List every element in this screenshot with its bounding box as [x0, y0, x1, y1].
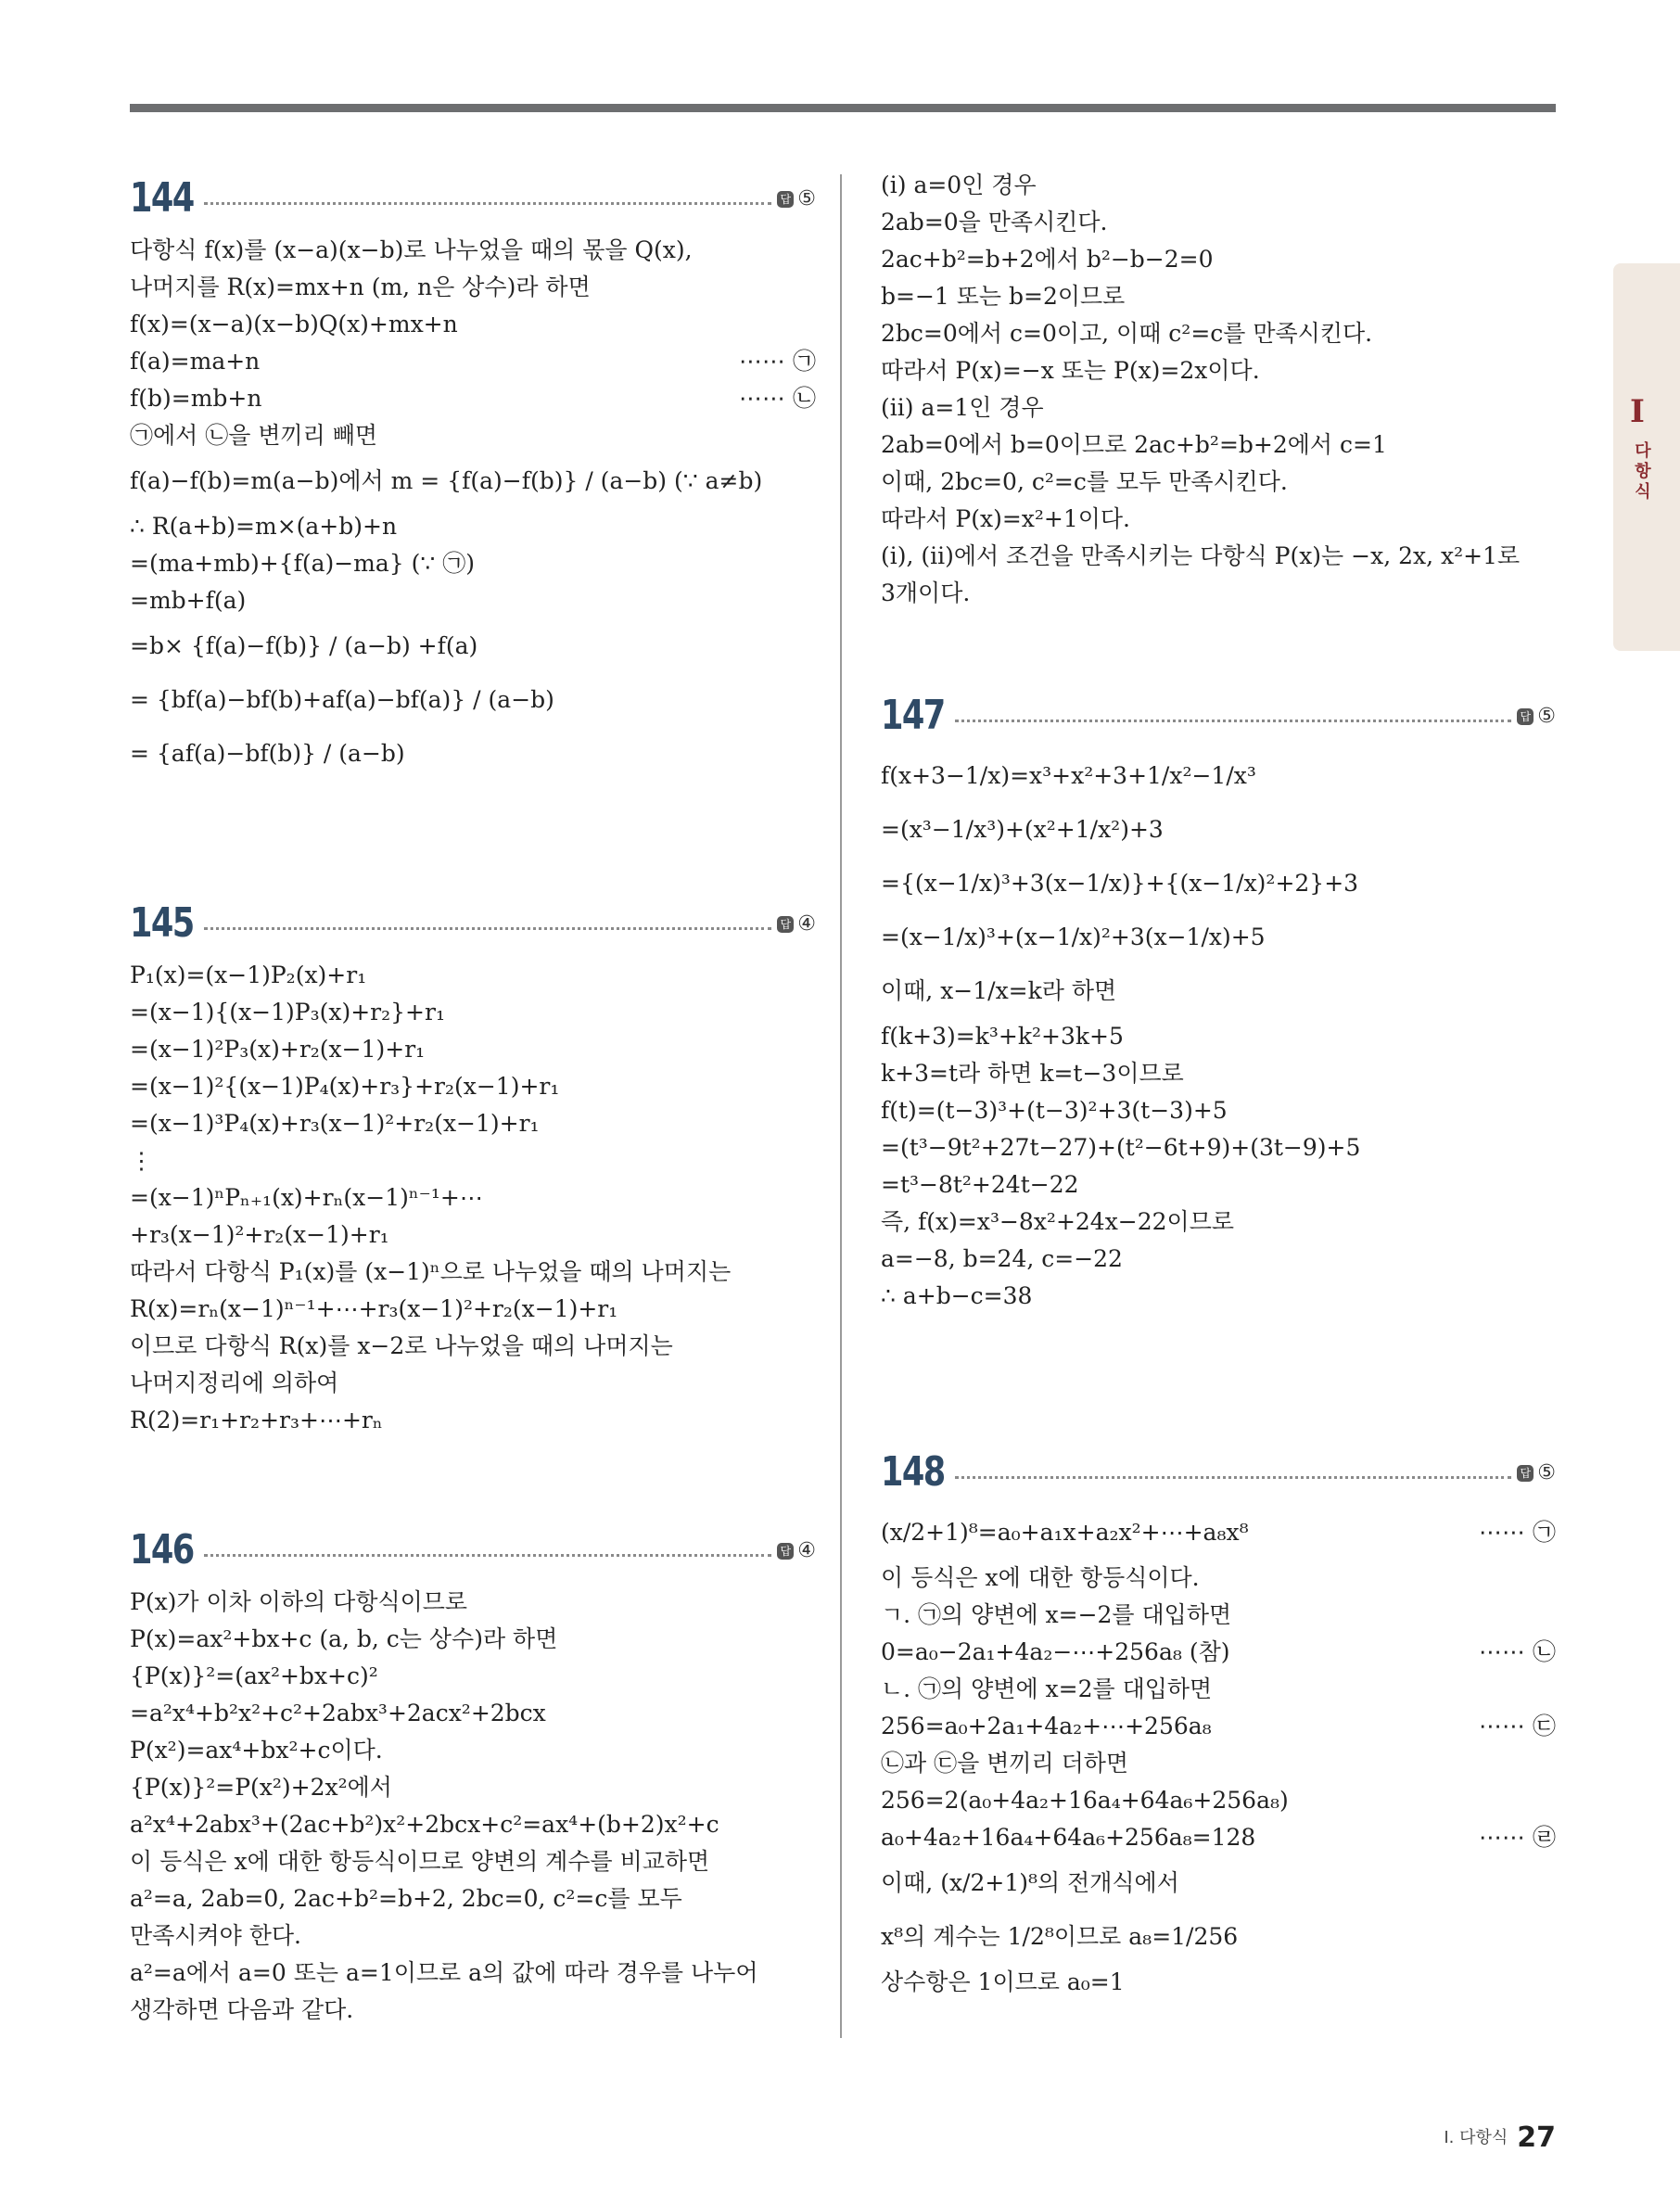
column-divider	[840, 174, 842, 2038]
solution-line: 2ac+b²=b+2에서 b²−b−2=0	[881, 246, 1214, 273]
solution-line: 이때, 2bc=0, c²=c를 모두 만족시킨다.	[881, 468, 1288, 495]
answer-badge-icon: 답	[1517, 708, 1534, 725]
solution-line: 이때, (x/2+1)⁸의 전개식에서	[881, 1869, 1179, 1896]
problem-header	[130, 899, 816, 957]
solution-line	[881, 1634, 1556, 1671]
dotted-leader	[204, 202, 771, 205]
answer-value: ④	[797, 912, 816, 936]
page-number: 27	[1517, 2121, 1556, 2154]
solution-line: (ⅰ), (ⅱ)에서 조건을 만족시키는 다항식 P(x)는 −x, 2x, x²+1로	[881, 542, 1521, 569]
solution-line: +r₃(x−1)²+r₂(x−1)+r₁	[130, 1221, 389, 1248]
problem-header	[881, 692, 1556, 749]
solution-line: =(x−1)³P₄(x)+r₃(x−1)²+r₂(x−1)+r₁	[130, 1110, 540, 1137]
solution-line: = {bf(a)−bf(b)+af(a)−bf(a)} / (a−b)	[130, 686, 554, 713]
solution-line: a²x⁴+2abx³+(2ac+b²)x²+2bcx+c²=ax⁴+(b+2)x²+c	[130, 1811, 719, 1838]
solution-line: ∴ a+b−c=38	[881, 1282, 1033, 1309]
solution-line: 256=2(a₀+4a₂+16a₄+64a₆+256a₈)	[881, 1787, 1289, 1814]
solution-line: 즉, f(x)=x³−8x²+24x−22이므로	[881, 1208, 1235, 1235]
solution-line: 생각하면 다음과 같다.	[130, 1996, 354, 2023]
solution-line: 3개이다.	[881, 580, 971, 606]
top-rule	[130, 104, 1556, 112]
equation-mark: ⋯⋯ ㉠	[1479, 1519, 1556, 1546]
solution-line: 이 등식은 x에 대한 항등식이므로 양변의 계수를 비교하면	[130, 1848, 710, 1875]
problem-146	[130, 1526, 816, 2029]
solution-line: R(2)=r₁+r₂+r₃+⋯+rₙ	[130, 1407, 383, 1433]
solution-line: 2ab=0을 만족시킨다.	[881, 209, 1108, 236]
answer-value: ⑤	[1537, 705, 1556, 728]
equation-text: 0=a₀−2a₁+4a₂−⋯+256a₈ (참)	[881, 1638, 1230, 1665]
solution-line: ㉡과 ㉢을 변끼리 더하면	[881, 1750, 1129, 1777]
page-footer	[1444, 2121, 1556, 2154]
problem-number: 146	[130, 1526, 194, 1573]
solution-line: =(x−1)²P₃(x)+r₂(x−1)+r₁	[130, 1036, 426, 1063]
equation-text: 256=a₀+2a₁+4a₂+⋯+256a₈	[881, 1713, 1212, 1739]
solution-line: ={(x−1/x)³+3(x−1/x)}+{(x−1/x)²+2}+3	[881, 870, 1359, 897]
equation-text: f(b)=mb+n	[130, 385, 262, 412]
dotted-leader	[955, 1476, 1511, 1479]
solution-line: 이 등식은 x에 대한 항등식이다.	[881, 1564, 1200, 1591]
problem-header	[130, 174, 816, 232]
solution-line: 다항식 f(x)를 (x−a)(x−b)로 나누었을 때의 몫을 Q(x),	[130, 236, 693, 263]
answer-badge-icon: 답	[1517, 1465, 1534, 1482]
solution-line: a²=a에서 a=0 또는 a=1이므로 a의 값에 따라 경우를 나누어	[130, 1959, 758, 1986]
dotted-leader	[204, 927, 771, 930]
solution-line: 상수항은 1이므로 a₀=1	[881, 1968, 1125, 1995]
solution-line: 2ab=0에서 b=0이므로 2ac+b²=b+2에서 c=1	[881, 431, 1387, 458]
answer-label	[777, 1539, 816, 1562]
problem-number: 148	[881, 1448, 945, 1496]
solution-line: (ⅱ) a=1인 경우	[881, 394, 1044, 421]
equation-mark: ⋯⋯ ㉡	[1479, 1638, 1556, 1665]
solution-line: =(x−1){(x−1)P₃(x)+r₂}+r₁	[130, 999, 445, 1025]
solution-line: =(t³−9t²+27t−27)+(t²−6t+9)+(3t−9)+5	[881, 1134, 1361, 1161]
problem-header	[881, 1448, 1556, 1506]
problem-148	[881, 1448, 1556, 2001]
chapter-roman-numeral: I	[1630, 393, 1645, 430]
solution-line: 이때, x−1/x=k라 하면	[881, 977, 1117, 1004]
solution-line: 따라서 P(x)=x²+1이다.	[881, 505, 1130, 532]
solution-line: P(x)=ax²+bx+c (a, b, c는 상수)라 하면	[130, 1625, 558, 1652]
solution-line: = {af(a)−bf(b)} / (a−b)	[130, 740, 405, 767]
answer-label	[777, 912, 816, 936]
solution-line	[881, 1708, 1556, 1745]
problem-number: 144	[130, 174, 194, 222]
answer-label	[1517, 1461, 1556, 1484]
equation-mark: ⋯⋯ ㉢	[1479, 1713, 1556, 1739]
dotted-leader	[955, 720, 1511, 722]
solution-line: 나머지를 R(x)=mx+n (m, n은 상수)라 하면	[130, 274, 591, 300]
solution-line: f(x+3−1/x)=x³+x²+3+1/x²−1/x³	[881, 762, 1256, 789]
solution-line	[130, 343, 816, 380]
solution-line: a²=a, 2ab=0, 2ac+b²=b+2, 2bc=0, c²=c를 모두	[130, 1885, 682, 1912]
chapter-tab-label: 다항식	[1635, 441, 1651, 502]
solution-line	[881, 1506, 1556, 1560]
solution-line: {P(x)}²=(ax²+bx+c)²	[130, 1662, 378, 1689]
equation-mark: ⋯⋯ ㉠	[739, 348, 816, 375]
equation-mark: ⋯⋯ ㉡	[739, 385, 816, 412]
solution-line: a=−8, b=24, c=−22	[881, 1245, 1123, 1272]
solution-line: x⁸의 계수는 1/2⁸이므로 a₈=1/256	[881, 1923, 1239, 1950]
problem-144	[130, 174, 816, 781]
solution-line: =t³−8t²+24t−22	[881, 1171, 1079, 1198]
solution-line: (ⅰ) a=0인 경우	[881, 172, 1037, 198]
chapter-side-tab[interactable]	[1613, 263, 1680, 651]
solution-line: 2bc=0에서 c=0이고, 이때 c²=c를 만족시킨다.	[881, 320, 1373, 347]
solution-line: =a²x⁴+b²x²+c²+2abx³+2acx²+2bcx	[130, 1700, 546, 1726]
solution-line: =mb+f(a)	[130, 587, 247, 614]
solution-line: =(ma+mb)+{f(a)−ma} (∵ ㉠)	[130, 550, 476, 577]
solution-line: f(t)=(t−3)³+(t−3)²+3(t−3)+5	[881, 1097, 1228, 1124]
equation-mark: ⋯⋯ ㉣	[1479, 1824, 1556, 1851]
solution-line: b=−1 또는 b=2이므로	[881, 283, 1126, 310]
solution-line: =(x−1)ⁿPₙ₊₁(x)+rₙ(x−1)ⁿ⁻¹+⋯	[130, 1184, 483, 1211]
problem-147	[881, 692, 1556, 1315]
solution-line: k+3=t라 하면 k=t−3이므로	[881, 1060, 1184, 1087]
solution-line: =(x−1/x)³+(x−1/x)²+3(x−1/x)+5	[881, 924, 1266, 950]
problem-145	[130, 899, 816, 1439]
equation-text: a₀+4a₂+16a₄+64a₆+256a₈=128	[881, 1824, 1256, 1851]
solution-line: 이므로 다항식 R(x)를 x−2로 나누었을 때의 나머지는	[130, 1332, 673, 1359]
problem-number: 145	[130, 899, 194, 947]
problem-header	[130, 1526, 816, 1584]
answer-label	[777, 187, 816, 210]
answer-value: ④	[797, 1539, 816, 1562]
solution-line: P(x)가 이차 이하의 다항식이므로	[130, 1588, 468, 1615]
solution-line: 나머지정리에 의하여	[130, 1369, 339, 1396]
solution-line: =(x−1)²{(x−1)P₄(x)+r₃}+r₂(x−1)+r₁	[130, 1073, 560, 1100]
footer-chapter: I. 다항식	[1444, 2128, 1508, 2147]
solution-line: ㄱ. ㉠의 양변에 x=−2를 대입하면	[881, 1601, 1232, 1628]
answer-badge-icon: 답	[777, 1543, 794, 1560]
solution-line	[130, 380, 816, 417]
equation-text: f(a)=ma+n	[130, 348, 261, 375]
solution-line: R(x)=rₙ(x−1)ⁿ⁻¹+⋯+r₃(x−1)²+r₂(x−1)+r₁	[130, 1295, 618, 1322]
solution-line: ⋮	[130, 1147, 153, 1174]
solution-line: f(x)=(x−a)(x−b)Q(x)+mx+n	[130, 311, 458, 338]
solution-line: P(x²)=ax⁴+bx²+c이다.	[130, 1737, 383, 1764]
solution-line: P₁(x)=(x−1)P₂(x)+r₁	[130, 962, 367, 988]
equation-text: (x/2+1)⁸=a₀+a₁x+a₂x²+⋯+a₈x⁸	[881, 1519, 1249, 1546]
answer-badge-icon: 답	[777, 191, 794, 208]
solution-line: 만족시켜야 한다.	[130, 1922, 301, 1949]
solution-line: ∴ R(a+b)=m×(a+b)+n	[130, 513, 398, 540]
solution-line: f(k+3)=k³+k²+3k+5	[881, 1023, 1124, 1050]
solution-line: 따라서 P(x)=−x 또는 P(x)=2x이다.	[881, 357, 1260, 384]
answer-value: ⑤	[1537, 1461, 1556, 1484]
solution-line: f(a)−f(b)=m(a−b)에서 m = {f(a)−f(b)} / (a−b) (∵ a≠b)	[130, 467, 763, 494]
solution-line: ㉠에서 ㉡을 변끼리 빼면	[130, 422, 378, 449]
solution-line: ㄴ. ㉠의 양변에 x=2를 대입하면	[881, 1675, 1213, 1702]
solution-line: =(x³−1/x³)+(x²+1/x²)+3	[881, 816, 1164, 843]
problem-146-continued	[881, 167, 1556, 612]
solution-line: {P(x)}²=P(x²)+2x²에서	[130, 1774, 392, 1801]
answer-label	[1517, 705, 1556, 728]
dotted-leader	[204, 1554, 771, 1557]
solution-line: =b× {f(a)−f(b)} / (a−b) +f(a)	[130, 632, 478, 659]
answer-badge-icon: 답	[777, 916, 794, 933]
answer-value: ⑤	[797, 187, 816, 210]
solution-line: 따라서 다항식 P₁(x)를 (x−1)ⁿ으로 나누었을 때의 나머지는	[130, 1258, 732, 1285]
solution-line	[881, 1819, 1556, 1856]
problem-number: 147	[881, 692, 945, 739]
